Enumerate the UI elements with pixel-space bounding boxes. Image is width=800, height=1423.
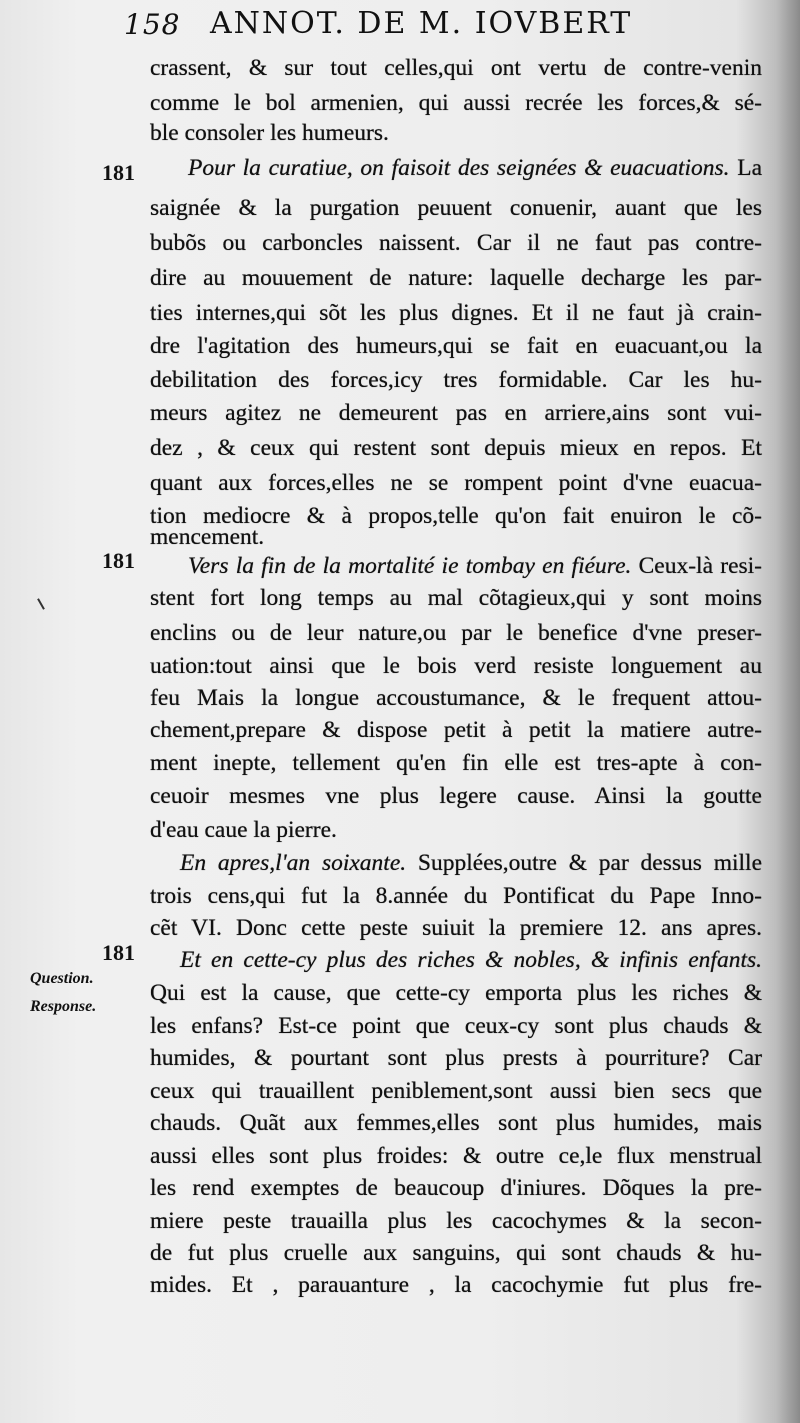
text-line: trois cens,qui fut la 8.année du Pontificat du Pape Inno- bbox=[150, 883, 762, 909]
running-head bbox=[118, 4, 798, 44]
text-line: saignée & la purgation peuuent conuenir, auant que les bbox=[150, 195, 762, 221]
text-line: ble consoler les humeurs. bbox=[150, 120, 389, 146]
page-number: 158 bbox=[124, 8, 181, 41]
text-line: mides. Et , parauanture , la cacochymie fut plus fre- bbox=[150, 1272, 762, 1298]
text-line: les enfans? Est-ce point que ceux-cy sont plus chauds & bbox=[150, 1013, 762, 1039]
text-line: ceux qui trauaillent peniblement,sont aussi bien secs que bbox=[150, 1078, 762, 1104]
text-line: chauds. Quãt aux femmes,elles sont plus humides, mais bbox=[150, 1110, 762, 1136]
text-line: stent fort long temps au mal cõtagieux,qui y sont moins bbox=[150, 585, 762, 611]
lemma-italic: Pour la curatiue, on faisoit des seignées & euacuations. bbox=[188, 155, 730, 181]
text-run: Supplées,outre & par dessus mille bbox=[417, 850, 763, 876]
text-line: de fut plus cruelle aux sanguins, qui sont chauds & hu- bbox=[150, 1240, 762, 1266]
lemma-italic: Et en cette-cy plus des riches & nobles, & infinis enfants. bbox=[180, 947, 762, 973]
text-line: mencement. bbox=[150, 524, 265, 550]
text-line: ceuoir mesmes vne plus legere cause. Ainsi la goutte bbox=[150, 783, 762, 809]
text-line bbox=[150, 845, 762, 881]
margin-note-response: Response. bbox=[30, 998, 97, 1015]
ink-mark bbox=[37, 598, 45, 609]
lemma-italic: En apres,l'an soixante. bbox=[180, 850, 407, 876]
text-line: Qui est la cause, que cette-cy emporta plus les riches & bbox=[150, 980, 762, 1006]
text-line: debilitation des forces,icy tres formidable. Car les hu- bbox=[150, 367, 762, 393]
text-line: dez , & ceux qui restent sont depuis mieux en repos. Et bbox=[150, 435, 762, 461]
text-line: comme le bol armenien, qui aussi recrée les forces,& sé- bbox=[150, 90, 762, 116]
lemma-italic: Vers la fin de la mortalité ie tombay en fiéure. bbox=[188, 553, 632, 579]
text-line: uation:tout ainsi que le bois verd resiste longuement au bbox=[150, 653, 762, 679]
text-line: dre l'agitation des humeurs,qui se fait en euacuant,ou la bbox=[150, 333, 762, 359]
text-line: aussi elles sont plus froides: & outre ce,le flux menstrual bbox=[150, 1143, 762, 1169]
text-line: feu Mais la longue accoustumance, & le frequent attou- bbox=[150, 685, 762, 711]
text-line: quant aux forces,elles ne se rompent point d'vne euacua- bbox=[150, 470, 762, 496]
text-line: crassent, & sur tout celles,qui ont vertu de contre-venin bbox=[150, 55, 762, 81]
text-run: La bbox=[737, 155, 763, 181]
text-line: miere peste trauailla plus les cacochymes & la secon- bbox=[150, 1208, 762, 1234]
text-line: ties internes,qui sõt les plus dignes. Et il ne faut jà crain- bbox=[150, 300, 762, 326]
text-line: humides, & pourtant sont plus prests à pourriture? Car bbox=[150, 1045, 762, 1071]
text-line: cẽt VI. Donc cette peste suiuit la premiere 12. ans apres. bbox=[150, 915, 762, 941]
text-line: bubõs ou carboncles naissent. Car il ne faut pas contre- bbox=[150, 230, 762, 256]
text-line: les rend exemptes de beaucoup d'iniures. Dõques la pre- bbox=[150, 1175, 762, 1201]
margin-number: 181 bbox=[102, 940, 135, 965]
margin-note-question: Question. bbox=[30, 970, 94, 987]
margin-number: 181 bbox=[102, 548, 135, 573]
text-line: d'eau caue la pierre. bbox=[150, 817, 337, 843]
text-line bbox=[150, 150, 762, 186]
text-line bbox=[150, 548, 762, 584]
text-line bbox=[150, 942, 762, 978]
text-line: ment inepte, tellement qu'en fin elle est tres-apte à con- bbox=[150, 750, 762, 776]
text-line: enclins ou de leur nature,ou par le benefice d'vne preser- bbox=[150, 620, 762, 646]
text-line: dire au mouuement de nature: laquelle decharge les par- bbox=[150, 265, 762, 291]
text-line: chement,prepare & dispose petit à petit la matiere autre- bbox=[150, 717, 762, 743]
text-run: Ceux-là resi- bbox=[638, 553, 762, 579]
running-title: ANNOT. DE M. IOVBERT bbox=[210, 6, 633, 41]
margin-number: 181 bbox=[102, 160, 135, 185]
text-line: tion mediocre & à propos,telle qu'on fait enuiron le cõ- bbox=[150, 503, 762, 529]
text-line: meurs agitez ne demeurent pas en arriere,ains sont vui- bbox=[150, 400, 762, 426]
